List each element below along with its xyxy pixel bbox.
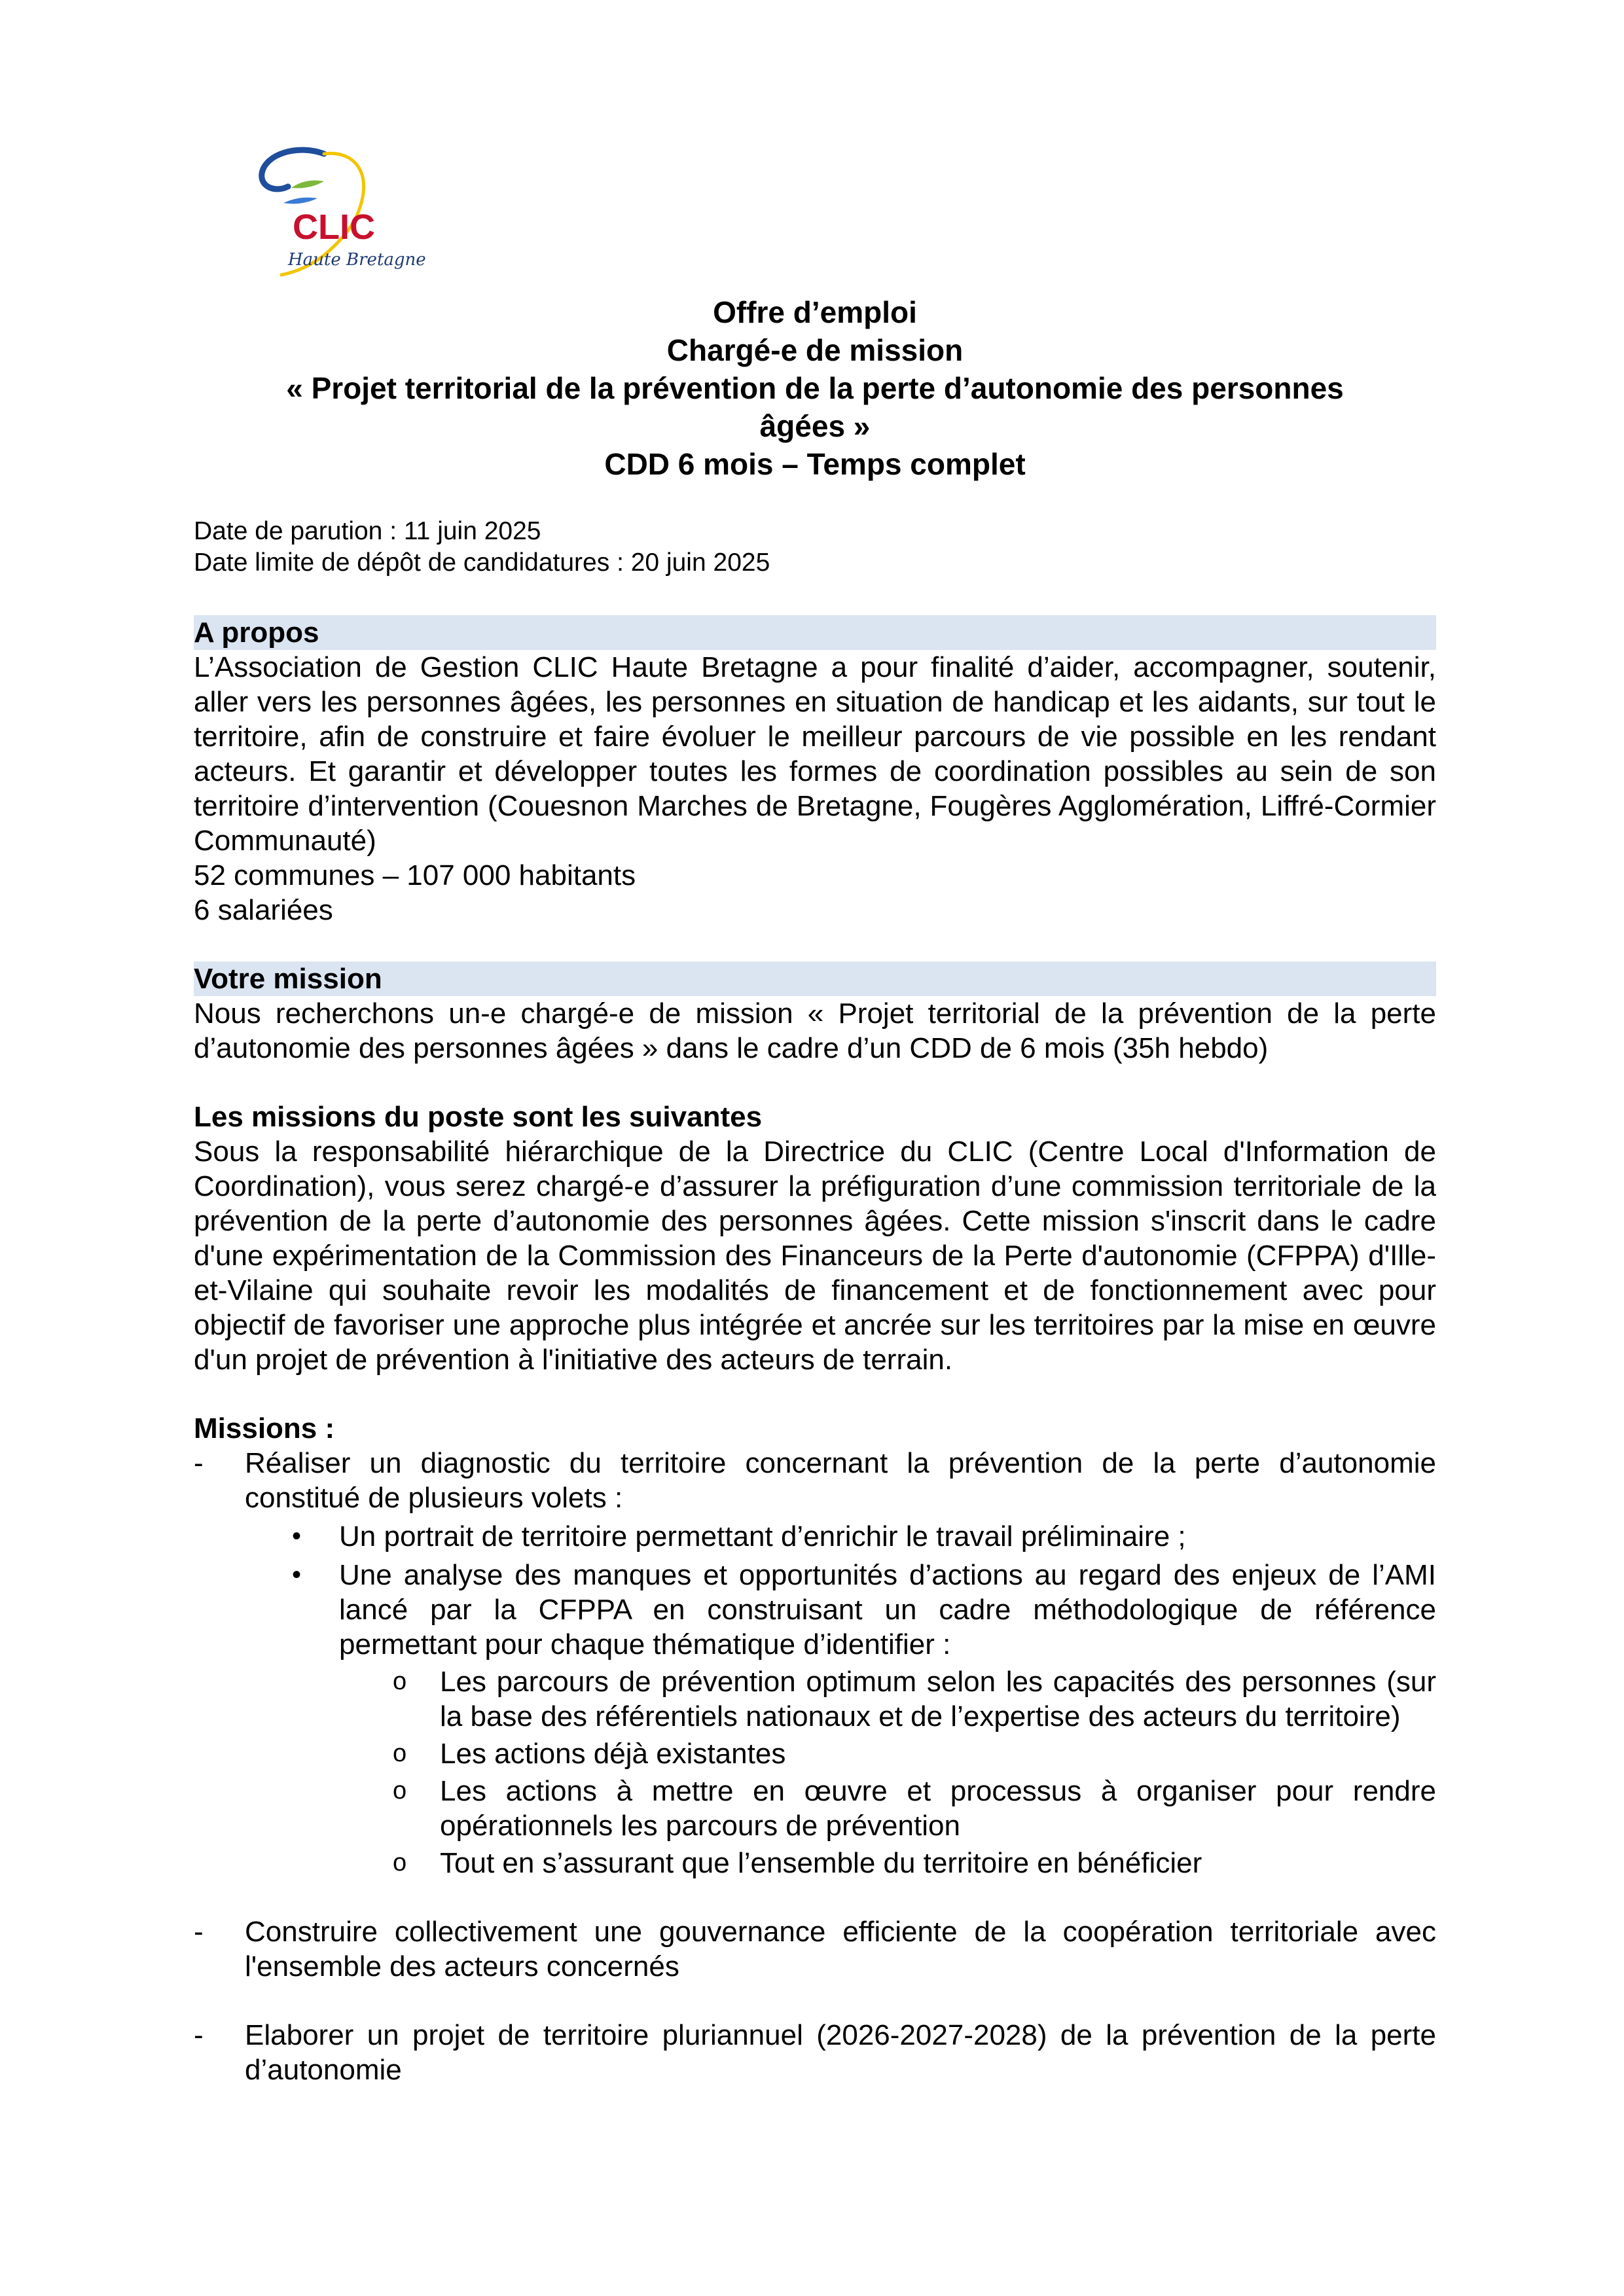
mission-item-diagnostic: Réaliser un diagnostic du territoire concernant la prévention de la perte d’autonomie constitué de plusieurs volets : [245,1447,1436,1514]
bullet-marker: • [292,1560,302,1589]
postes-heading: Les missions du poste sont les suivantes [194,1101,763,1133]
bullet-portrait: Un portrait de territoire permettant d’enrichir le travail préliminaire ; [339,1520,1186,1552]
bullet-marker: • [292,1522,302,1551]
circle-marker: o [393,1668,407,1695]
list-item [390,1774,1436,1843]
sub-parcours: Les parcours de prévention optimum selon les capacités des personnes (sur la base des référentiels nationaux et de l’expertise des acteurs du territoire) [440,1666,1436,1732]
postes-paragraph: Sous la responsabilité hiérarchique de la Directrice du CLIC (Centre Local d'Information de Coordination), vous serez chargé-e d’assurer la préfiguration d’une commission territoriale de la prévention de la perte d’autonomie des personnes âgées. Cette mission s'inscrit dans le cadre d'une expérimentation de la Commission des Financeurs de la Perte d'autonomie (CFPPA) d'Ille-et-Vilaine qui souhaite revoir les modalités de financement et de fonctionnement avec pour objectif de favoriser une approche plus intégrée et ancrée sur les territoires par la mise en œuvre d'un projet de prévention à l'initiative des acteurs de terrain. [194,1136,1436,1376]
list-item [390,1846,1436,1880]
title-role: Chargé-e de mission [666,333,964,367]
clic-logo [252,141,426,285]
title-offer: Offre d’emploi [713,295,917,329]
list-item [194,1446,1436,1515]
job-title-block [194,293,1436,483]
date-limite: Date limite de dépôt de candidatures : 20 juin 2025 [194,548,770,577]
sub-actions-a-mettre: Les actions à mettre en œuvre et processus à organiser pour rendre opérationnels les parcours de prévention [440,1775,1436,1842]
bullet-list [292,1519,1436,1880]
missions-heading: Missions : [194,1412,335,1444]
logo-sub-text: Haute Bretagne [288,250,426,270]
apropos-paragraph: L’Association de Gestion CLIC Haute Bretagne a pour finalité d’aider, accompagner, soutenir, aller vers les personnes âgées, les personnes en situation de handicap et les aidants, sur tout le territoire, afin de construire et faire évoluer le meilleur parcours de vie possible en les rendant acteurs. Et garantir et développer toutes les formes de coordination possibles au sein de son territoire d’intervention (Couesnon Marches de Bretagne, Fougères Agglomération, Liffré-Cormier Communauté) [194,651,1436,857]
title-contract: CDD 6 mois – Temps complet [604,447,1026,481]
date-parution: Date de parution : 11 juin 2025 [194,517,541,545]
mission-item-gouvernance: Construire collectivement une gouvernance efficiente de la coopération territoriale avec l'ensemble des acteurs concernés [245,1916,1436,1982]
bullet-analyse: Une analyse des manques et opportunités d’actions au regard des enjeux de l’AMI lancé par la CFPPA en construisant un cadre méthodologique de référence permettant pour chaque thématique d’identifier : [339,1559,1436,1660]
list-item [194,2018,1436,2087]
sub-territoire: Tout en s’assurant que l’ensemble du territoire en bénéficier [440,1847,1202,1879]
list-item [194,1914,1436,1984]
list-item [292,1558,1436,1662]
section-header-apropos: A propos [194,615,1436,650]
main-content [194,615,1436,2087]
apropos-stat-communes: 52 communes – 107 000 habitants [194,859,636,891]
list-item [390,1664,1436,1734]
sub-list [390,1664,1436,1880]
circle-marker: o [393,1777,407,1804]
dash-marker: - [194,1447,204,1479]
logo-clic-text: CLIC [293,207,375,247]
circle-marker: o [393,1849,407,1876]
title-project-line2: âgées » [759,409,871,443]
title-project-line1: « Projet territorial de la prévention de la perte d’autonomie des personnes [286,371,1344,405]
circle-marker: o [393,1740,407,1767]
dash-marker: - [194,2019,204,2051]
list-item [390,1736,1436,1771]
dates-block [194,516,770,579]
section-header-mission: Votre mission [194,961,1436,996]
apropos-stat-salariees: 6 salariées [194,894,333,926]
mission-item-projet: Elaborer un projet de territoire pluriannuel (2026-2027-2028) de la prévention de la perte d’autonomie [245,2019,1436,2086]
mission-paragraph: Nous recherchons un-e chargé-e de mission « Projet territorial de la prévention de la perte d’autonomie des personnes âgées » dans le cadre d’un CDD de 6 mois (35h hebdo) [194,997,1436,1064]
dash-marker: - [194,1916,204,1948]
sub-actions-existantes: Les actions déjà existantes [440,1738,786,1770]
list-item [292,1519,1436,1554]
